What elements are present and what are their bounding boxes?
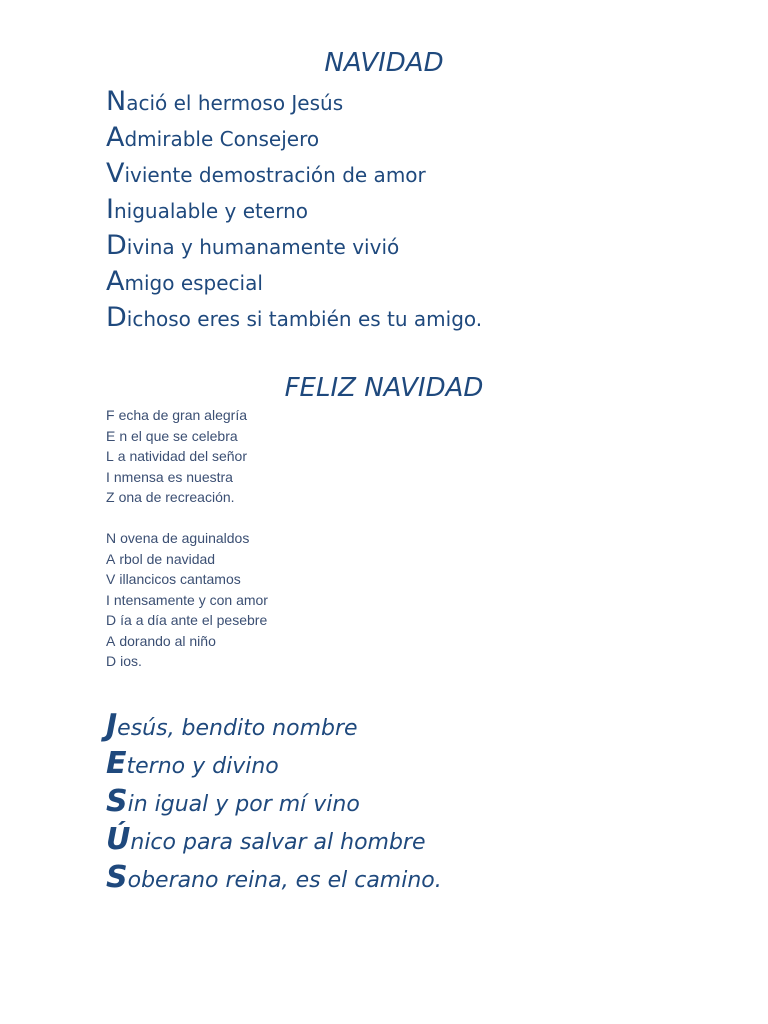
acrostic-line: [106, 84, 482, 120]
acrostic-initial: E: [106, 427, 116, 444]
acrostic-initial: I: [106, 468, 110, 485]
acrostic-text: ovena de aguinaldos: [120, 530, 250, 546]
acrostic-line: [106, 405, 247, 426]
acrostic-text: a natividad del señor: [117, 448, 247, 464]
acrostic-line: [106, 426, 247, 447]
acrostic-text: migo especial: [124, 271, 263, 295]
acrostic-initial: D: [106, 302, 127, 333]
acrostic-line: [106, 745, 442, 783]
acrostic-line: [106, 528, 268, 549]
acrostic-line: [106, 569, 268, 590]
acrostic-text: ichoso eres si también es tu amigo.: [126, 307, 483, 331]
acrostic-text: ios.: [120, 653, 142, 669]
acrostic-initial: F: [106, 407, 115, 423]
acrostic-initial: D: [106, 653, 117, 669]
acrostic-text: rbol de navidad: [119, 550, 216, 567]
acrostic-text: nigualable y eterno: [113, 199, 308, 223]
acrostic-line: [106, 264, 482, 300]
acrostic-line: [106, 120, 482, 156]
poem-title-navidad: NAVIDAD: [324, 48, 444, 78]
acrostic-initial: D: [106, 612, 117, 628]
acrostic-feliz-stanza: [106, 405, 247, 508]
poem-title-feliz-navidad: FELIZ NAVIDAD: [284, 373, 484, 403]
acrostic-line: [106, 446, 247, 467]
acrostic-initial: J: [106, 708, 118, 743]
acrostic-initial: V: [106, 158, 125, 189]
acrostic-text: nico para salvar al hombre: [130, 830, 426, 855]
acrostic-initial: E: [106, 746, 127, 781]
acrostic-line: [106, 610, 268, 631]
acrostic-line: [106, 859, 442, 897]
acrostic-text: echa de gran alegría: [118, 407, 247, 423]
acrostic-text: iviente demostración de amor: [124, 163, 426, 187]
acrostic-initial: Z: [106, 489, 115, 505]
acrostic-line: [106, 821, 442, 859]
acrostic-navidad-stanza: [106, 528, 268, 672]
acrostic-initial: Ú: [106, 822, 131, 857]
acrostic-jesus: [106, 707, 442, 897]
acrostic-navidad: [106, 84, 482, 336]
acrostic-initial: N: [106, 530, 117, 546]
acrostic-text: n el que se celebra: [119, 427, 238, 444]
acrostic-text: ntensamente y con amor: [113, 591, 268, 608]
acrostic-initial: A: [106, 632, 116, 649]
acrostic-initial: S: [106, 784, 128, 819]
acrostic-text: ació el hermoso Jesús: [126, 91, 344, 115]
acrostic-text: esús, bendito nombre: [117, 716, 358, 741]
acrostic-line: [106, 590, 268, 611]
acrostic-line: [106, 631, 268, 652]
acrostic-initial: I: [106, 194, 114, 225]
acrostic-text: ivina y humanamente vivió: [126, 235, 400, 259]
acrostic-text: in igual y por mí vino: [127, 792, 360, 817]
acrostic-line: [106, 549, 268, 570]
acrostic-initial: I: [106, 591, 110, 608]
acrostic-line: [106, 228, 482, 264]
acrostic-initial: D: [106, 230, 127, 261]
acrostic-line: [106, 487, 247, 508]
acrostic-initial: A: [106, 266, 125, 297]
acrostic-line: [106, 192, 482, 228]
acrostic-text: dmirable Consejero: [124, 127, 320, 151]
acrostic-initial: L: [106, 448, 114, 464]
acrostic-initial: A: [106, 550, 116, 567]
acrostic-line: [106, 300, 482, 336]
acrostic-line: [106, 651, 268, 672]
acrostic-line: [106, 707, 442, 745]
acrostic-initial: V: [106, 571, 116, 587]
acrostic-initial: A: [106, 122, 125, 153]
acrostic-text: illancicos cantamos: [119, 571, 241, 587]
acrostic-text: nmensa es nuestra: [113, 468, 233, 485]
acrostic-line: [106, 783, 442, 821]
acrostic-line: [106, 467, 247, 488]
acrostic-text: ona de recreación.: [118, 489, 235, 505]
acrostic-text: ía a día ante el pesebre: [120, 612, 268, 628]
acrostic-text: oberano reina, es el camino.: [127, 868, 442, 893]
acrostic-initial: N: [106, 86, 127, 117]
acrostic-line: [106, 156, 482, 192]
acrostic-text: dorando al niño: [119, 632, 216, 649]
acrostic-initial: S: [106, 860, 128, 895]
acrostic-text: terno y divino: [126, 754, 279, 779]
